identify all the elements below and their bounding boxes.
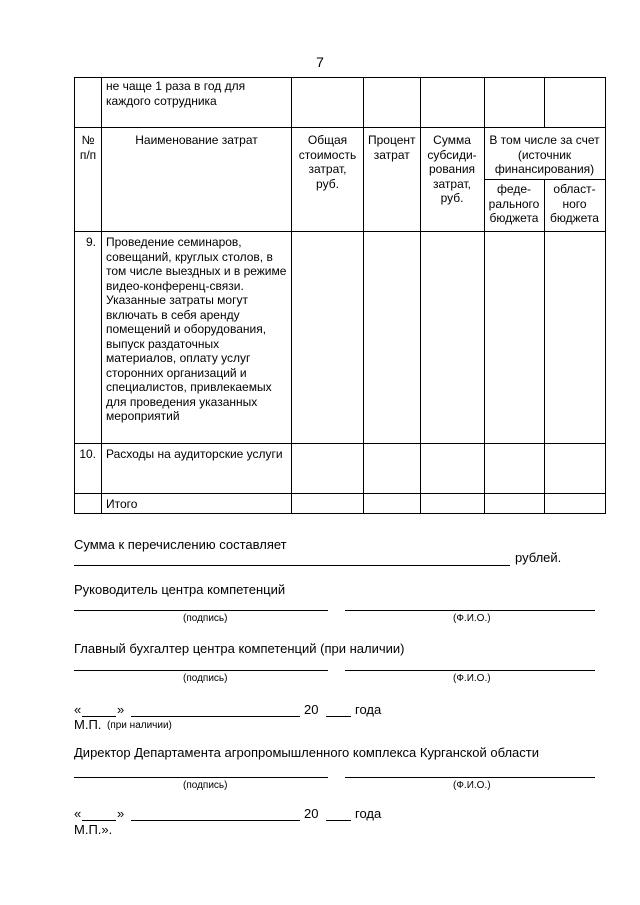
- accountant-signature-caption: (подпись): [183, 673, 228, 684]
- date-year-line-1: [326, 716, 351, 717]
- header-name: Наименование затрат: [102, 128, 292, 232]
- header-percent: Процент затрат: [364, 128, 421, 232]
- date-month-line-2: [131, 820, 300, 821]
- row-10-num: 10.: [75, 444, 102, 494]
- director-title: Директор Департамента агропромышленного комплекса Курганской области: [74, 745, 539, 760]
- date-month-line-1: [131, 716, 300, 717]
- sum-text: Сумма к перечислению составляет: [74, 537, 287, 552]
- director-fio-caption: (Ф.И.О.): [453, 780, 491, 791]
- header-including: В том числе за счет (источник финансирования): [484, 128, 605, 180]
- header-total-cost: Общая стоимость затрат, руб.: [292, 128, 364, 232]
- head-fio-caption: (Ф.И.О.): [453, 613, 491, 624]
- mp-note-1: (при наличии): [107, 720, 172, 731]
- table-row: [75, 444, 606, 494]
- row-10-name: Расходы на аудиторские услуги: [102, 444, 292, 494]
- date-day-line-2: [82, 820, 116, 821]
- table-row: [75, 232, 606, 444]
- accountant-fio-caption: (Ф.И.О.): [453, 673, 491, 684]
- sum-amount-line: [74, 565, 510, 566]
- row-9-num: 9.: [75, 232, 102, 444]
- header-regional-budget: област-ного бюджета: [544, 180, 605, 232]
- date-century-2: 20: [304, 806, 319, 821]
- head-fio-line: [345, 610, 595, 611]
- head-signature-line: [74, 610, 328, 611]
- accountant-title: Главный бухгалтер центра компетенций (при наличии): [74, 641, 405, 656]
- mp-label-2: М.П.».: [74, 822, 113, 837]
- date-century-1: 20: [304, 702, 319, 717]
- date-close-quote-1: »: [117, 702, 125, 717]
- header-num: № п/п: [75, 128, 102, 232]
- date-year-word-2: года: [355, 806, 382, 821]
- header-federal-budget: феде-рального бюджета: [484, 180, 544, 232]
- costs-table: [74, 77, 606, 514]
- accountant-signature-line: [74, 670, 328, 671]
- date-open-quote-2: «: [74, 806, 82, 821]
- page-number: 7: [316, 54, 324, 70]
- date-year-word-1: года: [355, 702, 382, 717]
- table-total-row: [75, 494, 606, 514]
- date-year-line-2: [326, 820, 351, 821]
- rubles-label: рублей.: [515, 550, 562, 565]
- date-close-quote-2: »: [117, 806, 125, 821]
- director-fio-line: [345, 777, 595, 778]
- head-signature-caption: (подпись): [183, 613, 228, 624]
- total-label: Итого: [102, 494, 292, 514]
- row-continued-name: не чаще 1 раза в год для каждого сотрудника: [102, 78, 292, 128]
- date-open-quote-1: «: [74, 702, 82, 717]
- header-subsidy: Сумма субсиди-рования затрат, руб.: [420, 128, 484, 232]
- mp-label-1: М.П.: [74, 717, 102, 732]
- row-9-name: Проведение семинаров, совещаний, круглых столов, в том числе выездных и в режиме видео-конференц-связи. Указанные затраты могут включать в себя аренду помещений и оборудования, выпуск раздаточных материалов, оплату услуг сторонних организаций и специалистов, привлекаемых для проведения указанных мероприятий: [102, 232, 292, 444]
- director-signature-caption: (подпись): [183, 780, 228, 791]
- head-title: Руководитель центра компетенций: [74, 582, 286, 597]
- table-row-continued: [75, 78, 606, 128]
- table-header-row: [75, 128, 606, 180]
- accountant-fio-line: [345, 670, 595, 671]
- director-signature-line: [74, 777, 328, 778]
